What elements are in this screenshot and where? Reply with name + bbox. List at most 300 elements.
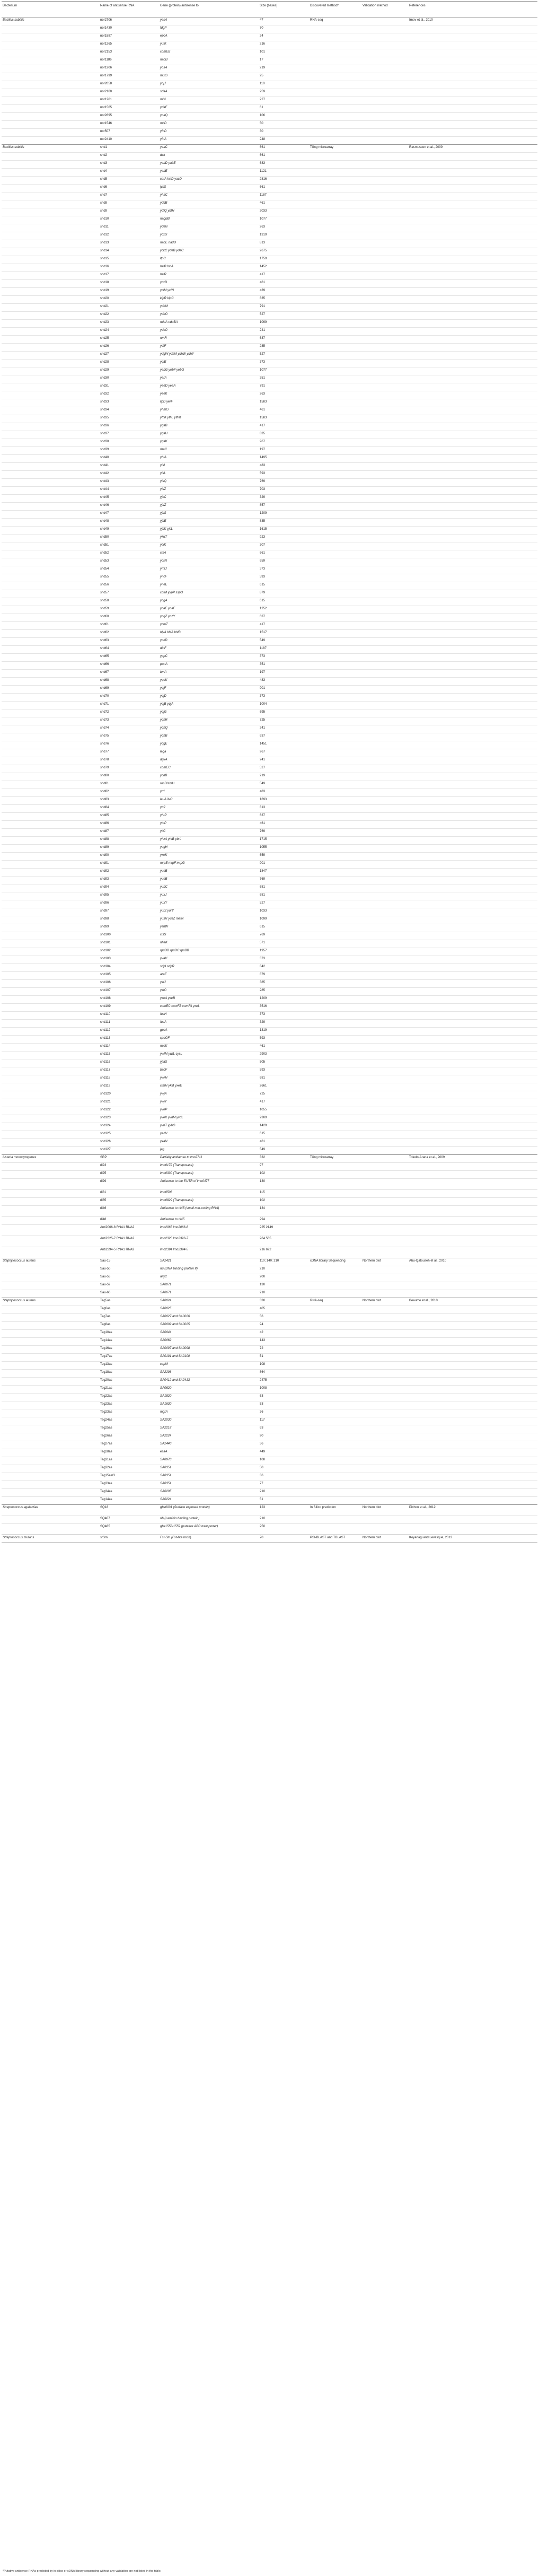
cell-validation-method — [361, 280, 408, 288]
cell-bacterium — [2, 216, 99, 224]
cell-bacterium — [2, 1044, 99, 1052]
cell-bacterium — [2, 113, 99, 121]
cell-validation-method — [361, 845, 408, 853]
table-row — [2, 153, 537, 161]
cell-bacterium — [2, 638, 99, 646]
cell-gene: SA0025 — [159, 1306, 259, 1314]
table-row — [2, 582, 537, 590]
cell-size: 197 — [259, 670, 309, 678]
cell-discovered-method — [309, 1362, 361, 1370]
cell-bacterium — [2, 1354, 99, 1362]
cell-bacterium — [2, 1206, 99, 1217]
cell-rna-name: shd102 — [99, 948, 159, 956]
table-row — [2, 717, 537, 725]
cell-discovered-method — [309, 749, 361, 757]
cell-validation-method — [361, 781, 408, 789]
table-row — [2, 208, 537, 216]
cell-validation-method — [361, 105, 408, 113]
table-row — [2, 1052, 537, 1059]
cell-bacterium — [2, 1378, 99, 1386]
cell-reference — [408, 741, 537, 749]
cell-bacterium — [2, 256, 99, 264]
cell-size: 769 — [259, 877, 309, 884]
cell-size: 51 — [259, 1497, 309, 1505]
cell-gene: comEB — [159, 49, 259, 57]
cell-discovered-method — [309, 1131, 361, 1139]
cell-gene: yhmG — [159, 407, 259, 415]
header-bacterium: Bacterium — [2, 2, 99, 17]
cell-size: 263 — [259, 391, 309, 399]
cell-validation-method — [361, 1394, 408, 1401]
cell-size: 725 — [259, 1091, 309, 1099]
cell-rna-name: shd93 — [99, 877, 159, 884]
table-row — [2, 535, 537, 542]
table-row — [2, 1433, 537, 1441]
cell-gene: yogA — [159, 598, 259, 606]
cell-rna-name: shd120 — [99, 1091, 159, 1099]
cell-gene: yqhQ — [159, 725, 259, 733]
cell-validation-method — [361, 829, 408, 837]
cell-discovered-method — [309, 1247, 361, 1258]
cell-validation-method — [361, 57, 408, 65]
cell-reference — [408, 948, 537, 956]
cell-reference — [408, 1489, 537, 1497]
cell-reference — [408, 956, 537, 964]
cell-size: 17 — [259, 57, 309, 65]
table-row — [2, 884, 537, 892]
cell-bacterium — [2, 765, 99, 773]
table-row — [2, 1266, 537, 1274]
cell-size: 879 — [259, 972, 309, 980]
table-row — [2, 1535, 537, 1543]
cell-bacterium — [2, 797, 99, 805]
cell-discovered-method — [309, 884, 361, 892]
cell-discovered-method — [309, 598, 361, 606]
cell-rna-name: Teg6as — [99, 1306, 159, 1314]
cell-bacterium — [2, 1067, 99, 1075]
cell-gene: yoqZ yozY — [159, 614, 259, 622]
cell-size: 1452 — [259, 264, 309, 272]
cell-reference: Rasmussen et al., 2009 — [408, 145, 537, 153]
cell-gene: yabE — [159, 169, 259, 177]
table-row — [2, 1247, 537, 1258]
cell-bacterium — [2, 773, 99, 781]
table-row — [2, 455, 537, 463]
cell-rna-name: SQ407 — [99, 1516, 159, 1524]
table-header-row — [2, 2, 537, 17]
cell-reference — [408, 877, 537, 884]
cell-rna-name: shd72 — [99, 709, 159, 717]
cell-rna-name: rli35 — [99, 1198, 159, 1206]
cell-validation-method — [361, 391, 408, 399]
cell-reference — [408, 455, 537, 463]
cell-reference — [408, 781, 537, 789]
cell-bacterium — [2, 614, 99, 622]
cell-discovered-method: Tiling microarray — [309, 1155, 361, 1163]
cell-validation-method — [361, 1457, 408, 1465]
cell-rna-name: shd35 — [99, 415, 159, 423]
cell-bacterium — [2, 264, 99, 272]
cell-bacterium — [2, 367, 99, 375]
cell-bacterium — [2, 33, 99, 41]
cell-discovered-method — [309, 264, 361, 272]
cell-validation-method — [361, 1322, 408, 1330]
table-row — [2, 25, 537, 33]
cell-discovered-method — [309, 948, 361, 956]
cell-reference — [408, 765, 537, 773]
cell-reference — [408, 1059, 537, 1067]
cell-discovered-method — [309, 582, 361, 590]
cell-reference — [408, 1012, 537, 1020]
table-row — [2, 399, 537, 407]
cell-discovered-method — [309, 431, 361, 439]
cell-bacterium — [2, 360, 99, 367]
table-row — [2, 169, 537, 177]
cell-bacterium — [2, 789, 99, 797]
cell-validation-method — [361, 320, 408, 328]
cell-size: 769 — [259, 479, 309, 487]
table-row — [2, 1516, 537, 1524]
cell-discovered-method — [309, 980, 361, 988]
cell-rna-name: shd13 — [99, 240, 159, 248]
cell-reference — [408, 41, 537, 49]
cell-validation-method — [361, 1386, 408, 1394]
cell-discovered-method — [309, 996, 361, 1004]
cell-rna-name: shd2 — [99, 153, 159, 161]
cell-gene: fdgP — [159, 25, 259, 33]
cell-rna-name: Teg24as — [99, 1417, 159, 1425]
cell-discovered-method — [309, 837, 361, 845]
cell-rna-name: shd86 — [99, 821, 159, 829]
table-row — [2, 550, 537, 558]
cell-discovered-method — [309, 566, 361, 574]
cell-bacterium — [2, 749, 99, 757]
table-row — [2, 1083, 537, 1091]
cell-rna-name: shd22 — [99, 312, 159, 320]
cell-gene: SA0620 — [159, 1386, 259, 1394]
cell-validation-method — [361, 153, 408, 161]
table-row — [2, 272, 537, 280]
cell-size: 385 — [259, 980, 309, 988]
cell-discovered-method — [309, 304, 361, 312]
cell-validation-method — [361, 638, 408, 646]
cell-reference — [408, 1497, 537, 1505]
cell-gene: lmo2325 lmo2326-7 — [159, 1236, 259, 1247]
cell-size: 216 — [259, 41, 309, 49]
table-row — [2, 336, 537, 344]
cell-discovered-method — [309, 511, 361, 519]
cell-gene: yddB — [159, 200, 259, 208]
cell-rna-name: shd33 — [99, 399, 159, 407]
cell-discovered-method — [309, 1107, 361, 1115]
cell-validation-method — [361, 1206, 408, 1217]
cell-bacterium — [2, 861, 99, 869]
table-body — [2, 17, 537, 1543]
cell-validation-method — [361, 797, 408, 805]
cell-reference — [408, 375, 537, 383]
cell-size: 285 — [259, 988, 309, 996]
header-discovered: Discovered method* — [309, 2, 361, 17]
cell-size: 72 — [259, 1346, 309, 1354]
cell-rna-name: shd66 — [99, 662, 159, 670]
cell-validation-method: Northern blot — [361, 1535, 408, 1543]
cell-discovered-method — [309, 57, 361, 65]
cell-bacterium — [2, 304, 99, 312]
cell-validation-method — [361, 296, 408, 304]
cell-bacterium — [2, 892, 99, 900]
cell-rna-name: shd89 — [99, 845, 159, 853]
cell-gene: lmo2065 lmo2066-8 — [159, 1225, 259, 1236]
cell-size: 615 — [259, 924, 309, 932]
cell-discovered-method — [309, 383, 361, 391]
cell-validation-method — [361, 1179, 408, 1190]
cell-bacterium — [2, 932, 99, 940]
cell-rna-name: shd49 — [99, 527, 159, 535]
cell-gene: yxfJ — [159, 980, 259, 988]
cell-gene: cotA hxlD yacD — [159, 177, 259, 185]
cell-gene: ygaB — [159, 423, 259, 431]
table-row — [2, 805, 537, 813]
cell-validation-method — [361, 49, 408, 57]
cell-rna-name: shd53 — [99, 558, 159, 566]
table-row — [2, 1028, 537, 1036]
cell-bacterium — [2, 948, 99, 956]
cell-bacterium — [2, 566, 99, 574]
cell-size: 108 — [259, 1362, 309, 1370]
cell-reference — [408, 614, 537, 622]
cell-gene: bmA — [159, 670, 259, 678]
cell-discovered-method — [309, 455, 361, 463]
cell-reference — [408, 1036, 537, 1044]
cell-discovered-method — [309, 606, 361, 614]
cell-gene: dinF — [159, 646, 259, 654]
cell-bacterium — [2, 383, 99, 391]
cell-rna-name: rli23 — [99, 1163, 159, 1171]
cell-gene: gbs0031 (Surface exposed protein) — [159, 1505, 259, 1516]
cell-reference — [408, 1067, 537, 1075]
cell-discovered-method — [309, 439, 361, 447]
cell-reference — [408, 519, 537, 527]
cell-rna-name: shd4 — [99, 169, 159, 177]
cell-bacterium — [2, 1059, 99, 1067]
cell-gene: Fst-Sm (Fst-like toxin) — [159, 1535, 259, 1543]
cell-rna-name: shd10 — [99, 216, 159, 224]
cell-gene: ykuT — [159, 535, 259, 542]
table-row — [2, 121, 537, 129]
cell-validation-method — [361, 240, 408, 248]
cell-bacterium — [2, 137, 99, 145]
cell-reference — [408, 344, 537, 352]
cell-reference — [408, 1236, 537, 1247]
cell-rna-name: shd74 — [99, 725, 159, 733]
table-row — [2, 908, 537, 916]
cell-bacterium: Bacillus subtilis — [2, 17, 99, 25]
cell-gene: yeeD yeeA — [159, 383, 259, 391]
table-row — [2, 869, 537, 877]
cell-rna-name: Teg27as — [99, 1441, 159, 1449]
cell-rna-name: shd31 — [99, 383, 159, 391]
cell-validation-method — [361, 606, 408, 614]
cell-reference — [408, 1198, 537, 1206]
cell-size: 2033 — [259, 208, 309, 216]
cell-rna-name: Sau-66 — [99, 1290, 159, 1298]
cell-validation-method — [361, 908, 408, 916]
cell-validation-method — [361, 1147, 408, 1155]
cell-gene: SA0671 — [159, 1290, 259, 1298]
cell-rna-name: Sau-59 — [99, 1282, 159, 1290]
cell-validation-method — [361, 288, 408, 296]
cell-size: 483 — [259, 463, 309, 471]
cell-discovered-method — [309, 638, 361, 646]
cell-discovered-method — [309, 65, 361, 73]
cell-validation-method — [361, 535, 408, 542]
cell-size: 1055 — [259, 1107, 309, 1115]
cell-gene: yubC — [159, 884, 259, 892]
cell-discovered-method — [309, 1099, 361, 1107]
cell-bacterium: Staphylococcus aureus — [2, 1298, 99, 1306]
cell-discovered-method — [309, 344, 361, 352]
cell-size: 505 — [259, 1059, 309, 1067]
cell-rna-name: shd118 — [99, 1075, 159, 1083]
cell-size: 1209 — [259, 996, 309, 1004]
table-row — [2, 216, 537, 224]
cell-size: 901 — [259, 686, 309, 694]
cell-size: 593 — [259, 1036, 309, 1044]
cell-size: 1121 — [259, 169, 309, 177]
cell-rna-name: shd117 — [99, 1067, 159, 1075]
cell-gene: SA2218 — [159, 1425, 259, 1433]
table-row — [2, 1505, 537, 1516]
table-row — [2, 137, 537, 145]
table-row — [2, 240, 537, 248]
cell-size: 2309 — [259, 1115, 309, 1123]
cell-reference — [408, 352, 537, 360]
cell-rna-name: shd111 — [99, 1020, 159, 1028]
cell-bacterium — [2, 25, 99, 33]
cell-gene: yxaN — [159, 1139, 259, 1147]
cell-gene: ponA — [159, 662, 259, 670]
cell-validation-method — [361, 407, 408, 415]
cell-gene: mutS — [159, 73, 259, 81]
cell-gene: yqjG — [159, 709, 259, 717]
cell-reference — [408, 1306, 537, 1314]
table-row — [2, 360, 537, 367]
cell-gene: ydgW ydhM ydhW ydhY — [159, 352, 259, 360]
cell-size: 373 — [259, 694, 309, 702]
cell-discovered-method — [309, 964, 361, 972]
cell-discovered-method — [309, 113, 361, 121]
cell-rna-name: Teg5as — [99, 1298, 159, 1306]
cell-bacterium — [2, 598, 99, 606]
cell-size: 439 — [259, 288, 309, 296]
cell-size: 110 — [259, 81, 309, 89]
cell-rna-name: shd122 — [99, 1107, 159, 1115]
cell-validation-method: Northern blot — [361, 1505, 408, 1516]
cell-bacterium — [2, 73, 99, 81]
cell-validation-method — [361, 383, 408, 391]
cell-rna-name: shd15 — [99, 256, 159, 264]
cell-rna-name: nor1206 — [99, 65, 159, 73]
cell-reference — [408, 511, 537, 519]
cell-gene: cotM yxpP sspO — [159, 590, 259, 598]
cell-size: 527 — [259, 352, 309, 360]
cell-bacterium — [2, 574, 99, 582]
table-row — [2, 1346, 537, 1354]
cell-gene: ycmT — [159, 622, 259, 630]
table-row — [2, 1441, 537, 1449]
cell-bacterium — [2, 1314, 99, 1322]
cell-validation-method — [361, 1338, 408, 1346]
cell-gene: kipR kipC — [159, 296, 259, 304]
table-row — [2, 1449, 537, 1457]
cell-validation-method — [361, 662, 408, 670]
cell-reference — [408, 940, 537, 948]
cell-gene: ndoA ndoBA — [159, 320, 259, 328]
cell-gene: yfnA — [159, 137, 259, 145]
cell-discovered-method — [309, 399, 361, 407]
cell-reference — [408, 1099, 537, 1107]
cell-bacterium — [2, 1322, 99, 1330]
cell-discovered-method — [309, 1004, 361, 1012]
cell-discovered-method — [309, 908, 361, 916]
cell-validation-method — [361, 1225, 408, 1236]
cell-reference — [408, 240, 537, 248]
cell-size: 661 — [259, 145, 309, 153]
cell-reference — [408, 972, 537, 980]
cell-bacterium — [2, 869, 99, 877]
cell-bacterium — [2, 845, 99, 853]
cell-size: 351 — [259, 375, 309, 383]
cell-discovered-method — [309, 1012, 361, 1020]
cell-discovered-method — [309, 821, 361, 829]
cell-size: 294 — [259, 1217, 309, 1225]
cell-reference — [408, 1266, 537, 1274]
cell-discovered-method — [309, 1190, 361, 1198]
cell-rna-name: shd24 — [99, 328, 159, 336]
cell-bacterium — [2, 296, 99, 304]
cell-gene: fusH — [159, 1012, 259, 1020]
cell-reference — [408, 137, 537, 145]
cell-reference — [408, 1091, 537, 1099]
cell-rna-name: shd97 — [99, 908, 159, 916]
cell-discovered-method: Tiling microarray — [309, 145, 361, 153]
cell-gene: cisS — [159, 932, 259, 940]
cell-gene: ltpC — [159, 256, 259, 264]
cell-gene: yrrl — [159, 789, 259, 797]
cell-bacterium — [2, 662, 99, 670]
cell-rna-name: Teg23as — [99, 1409, 159, 1417]
cell-reference — [408, 829, 537, 837]
cell-reference — [408, 1083, 537, 1091]
cell-reference — [408, 360, 537, 367]
cell-size: 527 — [259, 900, 309, 908]
cell-validation-method — [361, 550, 408, 558]
cell-reference — [408, 1075, 537, 1083]
cell-size: 210 — [259, 1290, 309, 1298]
cell-gene: SA2030 — [159, 1417, 259, 1425]
cell-rna-name: shd18 — [99, 280, 159, 288]
cell-discovered-method — [309, 487, 361, 495]
cell-discovered-method — [309, 1075, 361, 1083]
cell-reference — [408, 1028, 537, 1036]
cell-validation-method — [361, 1075, 408, 1083]
cell-discovered-method — [309, 169, 361, 177]
cell-rna-name: shd121 — [99, 1099, 159, 1107]
cell-gene: yhaC — [159, 192, 259, 200]
cell-reference — [408, 49, 537, 57]
cell-size: 1615 — [259, 527, 309, 535]
cell-reference — [408, 1409, 537, 1417]
